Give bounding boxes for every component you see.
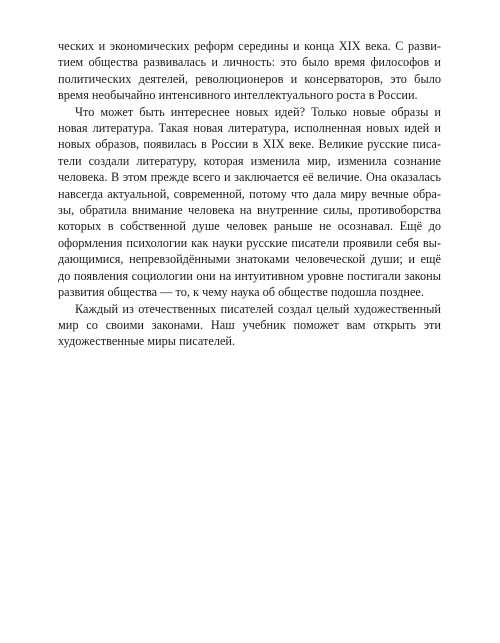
paragraph-textbook-purpose: Каждый из отечественных писателей создал целый художественный мир со своими законами. Наш учебник поможет вам открыть эти художественные миры писателей. bbox=[58, 301, 441, 349]
body-text bbox=[58, 38, 441, 350]
paragraph-new-ideas: Что может быть интереснее новых идей? Только новые образы и новая литература. Такая новая литература, исполненная новых идей и новых образов, появилась в России в XIX веке. Великие русские писатели создали литературу, которая изменила мир, изменила сознание человека. В этом прежде всего и заключается её величие. Она оказалась навсегда актуальной, современной, потому что дала миру вечные образы, обратила внимание человека на внутренние силы, противоборства которых в собственной душе человек раньше не осознавал. Ещё до оформления психологии как науки русские писатели проявили себя выдающимися, непревзойдёнными знатоками человеческой души; и ещё до появления социологии они на интуитивном уровне постигали законы развития общества — то, к чему наука об обществе подошла позднее. bbox=[58, 104, 441, 300]
paragraph-continuation: ческих и экономических реформ середины и конца XIX века. С развитием общества развивалась и личность: это было время философов и политических деятелей, революционеров и консерваторов, это было время необычайно интенсивного интеллектуального роста в России. bbox=[58, 39, 441, 103]
